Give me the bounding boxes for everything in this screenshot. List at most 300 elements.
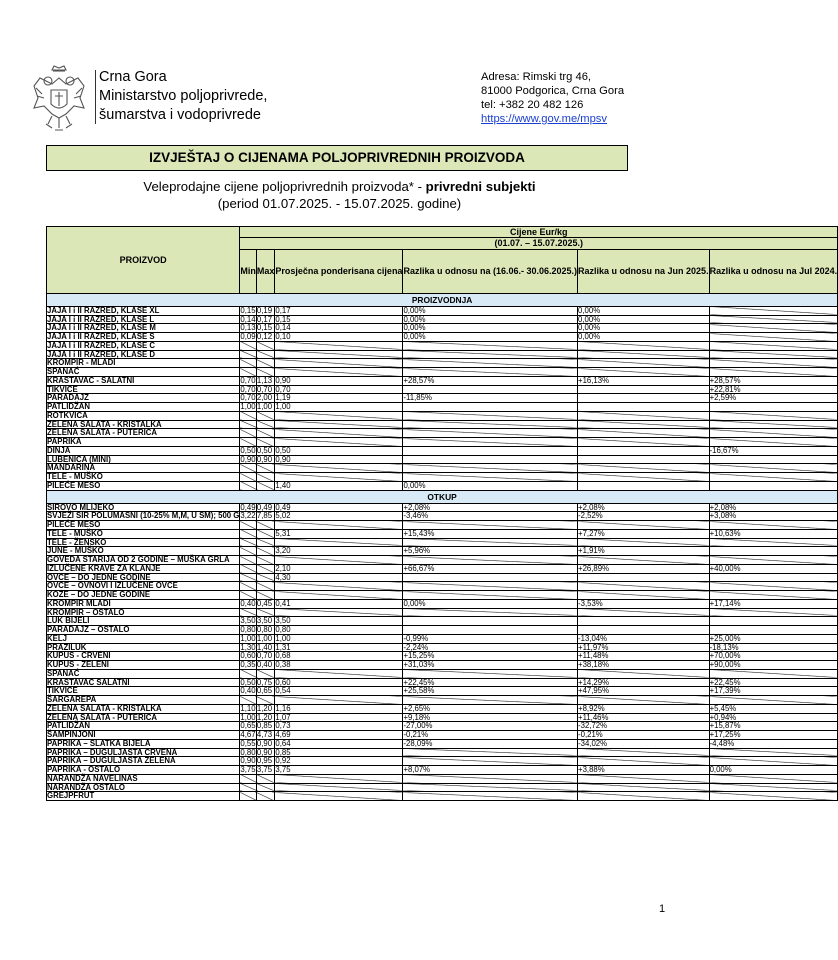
cell-diff-prev: +15,43% <box>403 529 578 538</box>
cell-max: 7,85 <box>256 512 275 521</box>
empty-cell <box>578 359 710 368</box>
cell-min: 0,65 <box>240 721 256 731</box>
cell-diff-jul: +25,00% <box>709 634 838 643</box>
empty-cell <box>256 411 275 420</box>
empty-cell <box>578 521 710 530</box>
cell-min: 1,10 <box>240 703 256 713</box>
empty-cell <box>709 556 838 565</box>
empty-cell <box>709 341 838 350</box>
cell-diff-prev: -0,99% <box>403 634 578 643</box>
empty-cell <box>240 481 257 490</box>
empty-cell <box>240 783 257 792</box>
empty-cell <box>275 368 403 377</box>
empty-cell <box>578 341 710 350</box>
montenegro-coat-of-arms-icon <box>28 64 90 136</box>
empty-cell <box>256 473 275 482</box>
empty-cell <box>240 547 257 556</box>
empty-cell <box>709 774 838 783</box>
table-row <box>47 359 838 368</box>
empty-cell <box>240 538 257 547</box>
contact-block <box>481 70 624 126</box>
cell-max: 3,75 <box>256 766 275 775</box>
product-name: PRAZILUK <box>47 643 240 652</box>
empty-cell <box>275 792 403 801</box>
product-name: ZELENA SALATA - KRISTALKA <box>47 704 240 713</box>
product-name: OVCE – DO JEDNE GODINE <box>47 573 240 582</box>
cell-max: 0,70 <box>256 385 275 394</box>
product-name: SPANAĆ <box>47 669 240 678</box>
table-row <box>47 420 838 429</box>
empty-cell <box>403 792 578 801</box>
cell-diff-jun <box>578 394 710 403</box>
empty-cell <box>709 368 838 377</box>
cell-diff-jul: +17,25% <box>709 731 838 740</box>
product-name: ZELENA SALATA - PUTERICA <box>47 713 240 722</box>
empty-cell <box>403 556 578 565</box>
cell-avg: 3,50 <box>275 617 403 626</box>
empty-cell <box>256 438 275 447</box>
empty-cell <box>240 350 257 359</box>
cell-diff-jul <box>709 403 838 412</box>
cell-diff-jul: -16,67% <box>709 446 838 455</box>
section-label: OTKUP <box>47 490 838 503</box>
cell-avg: 5,02 <box>275 512 403 521</box>
cell-max: 1,13 <box>256 376 275 385</box>
section-header <box>47 490 838 503</box>
cell-min: 0,35 <box>240 660 256 670</box>
product-name: PATLIDŽAN <box>47 722 240 731</box>
cell-diff-jul: +90,00% <box>709 661 838 670</box>
empty-cell <box>256 368 275 377</box>
product-name: TELE - MUŠKO <box>47 473 240 482</box>
cell-diff-prev: 0,00% <box>403 333 578 342</box>
cell-diff-jul: +28,57% <box>709 376 838 385</box>
product-name: JAJA I i II RAZRED, KLASE S <box>47 333 240 342</box>
empty-cell <box>403 783 578 792</box>
empty-cell <box>275 411 403 420</box>
empty-cell <box>403 420 578 429</box>
product-name: NARANDŽA NAVELINAS <box>47 774 240 783</box>
cell-diff-jul: +22,45% <box>709 678 838 687</box>
empty-cell <box>578 669 710 678</box>
cell-min: 0,50 <box>240 677 256 687</box>
empty-cell <box>240 556 257 565</box>
empty-cell <box>275 521 403 530</box>
empty-cell <box>709 324 838 333</box>
empty-cell <box>240 591 257 600</box>
product-name: PARADAJZ <box>47 394 240 403</box>
empty-cell <box>403 582 578 591</box>
section-header <box>47 293 838 306</box>
empty-cell <box>709 411 838 420</box>
cell-avg: 0,85 <box>275 748 403 757</box>
cell-min: 1,30 <box>240 642 256 652</box>
cell-max: 0,40 <box>256 661 275 670</box>
empty-cell <box>709 333 838 342</box>
empty-cell <box>240 696 257 705</box>
table-row <box>47 350 838 359</box>
empty-cell <box>709 429 838 438</box>
cell-diff-prev <box>403 403 578 412</box>
cell-diff-jun: +14,29% <box>578 678 710 687</box>
cell-diff-prev: +8,07% <box>403 766 578 775</box>
product-name: KRASTAVAC - SALATNI <box>47 376 240 385</box>
cell-diff-jul <box>709 573 838 582</box>
col-header-diff-jun: Razlika u odnosu na Jun 2025. <box>578 249 710 293</box>
empty-cell <box>275 359 403 368</box>
cell-diff-jun: +2,08% <box>578 503 710 512</box>
product-name: ŠARGAREPA <box>47 696 240 705</box>
cell-max: 2,00 <box>256 394 275 403</box>
cell-min: 0,40 <box>240 686 256 696</box>
table-row <box>47 783 838 792</box>
price-table <box>46 226 838 801</box>
cell-avg: 5,31 <box>275 529 403 538</box>
cell-diff-prev: 0,00% <box>403 324 578 333</box>
empty-cell <box>275 591 403 600</box>
cell-diff-prev: +25,58% <box>403 687 578 696</box>
cell-diff-jul: +17,39% <box>709 687 838 696</box>
cell-diff-jun <box>578 446 710 455</box>
product-name: MANDARINA <box>47 464 240 473</box>
cell-diff-jul <box>709 455 838 464</box>
cell-max: 0,19 <box>256 306 275 315</box>
cell-diff-prev: +2,65% <box>403 704 578 713</box>
cell-avg: 0,64 <box>275 739 403 748</box>
table-row <box>47 696 838 705</box>
cell-avg: 3,20 <box>275 547 403 556</box>
cell-diff-jul: +22,81% <box>709 385 838 394</box>
table-row <box>47 792 838 801</box>
empty-cell <box>275 473 403 482</box>
table-row <box>47 564 838 573</box>
product-name: GOVEDA STARIJA OD 2 GODINE – MUŠKA GRLA <box>47 556 240 565</box>
empty-cell <box>578 608 710 617</box>
cell-avg: 0,50 <box>275 446 403 455</box>
product-name: JAJA I i II RAZRED, KLASE C <box>47 341 240 350</box>
cell-avg: 3,75 <box>275 766 403 775</box>
cell-diff-jun: -13,04% <box>578 634 710 643</box>
empty-cell <box>403 748 578 757</box>
table-row <box>47 446 838 455</box>
cell-max: 3,50 <box>256 617 275 626</box>
empty-cell <box>709 315 838 324</box>
empty-cell <box>240 411 257 420</box>
empty-cell <box>275 350 403 359</box>
cell-avg: 0,68 <box>275 652 403 661</box>
cell-diff-jul: +2,59% <box>709 394 838 403</box>
cell-diff-jul: +10,63% <box>709 529 838 538</box>
product-name: PAPRIKA – DUGULJASTA CRVENA <box>47 748 240 757</box>
empty-cell <box>256 556 275 565</box>
col-header-max: Max <box>256 249 275 293</box>
empty-cell <box>578 438 710 447</box>
report-subtitle <box>0 179 679 194</box>
table-row <box>47 731 838 740</box>
empty-cell <box>275 669 403 678</box>
empty-cell <box>578 420 710 429</box>
cell-avg: 0,90 <box>275 455 403 464</box>
cell-diff-jul: +3,08% <box>709 512 838 521</box>
empty-cell <box>403 591 578 600</box>
product-name: JAJA I i II RAZRED, KLASE L <box>47 315 240 324</box>
empty-cell <box>240 368 257 377</box>
header-divider <box>95 70 96 124</box>
cell-min: 0,70 <box>240 393 256 403</box>
col-header-avg: Prosječna ponderisana cijena <box>275 249 403 293</box>
empty-cell <box>275 464 403 473</box>
table-row <box>47 529 838 538</box>
cell-avg: 2,10 <box>275 564 403 573</box>
cell-diff-jul: +17,14% <box>709 599 838 608</box>
table-row <box>47 739 838 748</box>
empty-cell <box>578 582 710 591</box>
table-row <box>47 324 838 333</box>
cell-diff-jul: +5,45% <box>709 704 838 713</box>
col-header-prices-period: (01.07. – 15.07.2025.) <box>240 238 838 249</box>
product-name: PAPRIKA – DUGULJASTA ZELENA <box>47 757 240 766</box>
product-name: LUK BIJELI <box>47 617 240 626</box>
cell-diff-prev: +31,03% <box>403 661 578 670</box>
empty-cell <box>240 792 257 801</box>
product-name: DINJA <box>47 446 240 455</box>
cell-max: 1,20 <box>256 704 275 713</box>
cell-diff-jul: 0,00% <box>709 766 838 775</box>
table-row <box>47 704 838 713</box>
empty-cell <box>403 438 578 447</box>
cell-min: 0,49 <box>240 502 256 512</box>
cell-max: 0,90 <box>256 748 275 757</box>
cell-diff-jul <box>709 547 838 556</box>
cell-max: 4,73 <box>256 731 275 740</box>
cell-min: 0,14 <box>240 314 256 324</box>
empty-cell <box>709 350 838 359</box>
product-name: KELJ <box>47 634 240 643</box>
cell-avg: 0,90 <box>275 376 403 385</box>
col-header-diff-prev: Razlika u odnosu na (16.06.- 30.06.2025.) <box>403 249 578 293</box>
empty-cell <box>403 608 578 617</box>
product-name: LUBENICA (MINI) <box>47 455 240 464</box>
cell-diff-jul: +40,00% <box>709 564 838 573</box>
col-header-prices: Cijene Eur/kg <box>240 227 838 238</box>
empty-cell <box>275 608 403 617</box>
product-name: TIKVICE <box>47 687 240 696</box>
cell-min: 0,09 <box>240 332 256 342</box>
empty-cell <box>240 521 257 530</box>
table-row <box>47 669 838 678</box>
cell-diff-prev: +66,67% <box>403 564 578 573</box>
product-name: JUNE - MUŠKO <box>47 547 240 556</box>
table-row <box>47 591 838 600</box>
empty-cell <box>256 582 275 591</box>
empty-cell <box>403 429 578 438</box>
empty-cell <box>240 582 257 591</box>
empty-cell <box>256 521 275 530</box>
cell-min: 0,50 <box>240 445 256 455</box>
website-link[interactable]: https://www.gov.me/mpsv <box>481 113 607 125</box>
cell-diff-jun <box>578 573 710 582</box>
cell-min: 0,55 <box>240 738 256 748</box>
cell-min: 3,75 <box>240 765 256 775</box>
empty-cell <box>275 429 403 438</box>
cell-avg: 1,19 <box>275 394 403 403</box>
cell-diff-prev: +2,08% <box>403 503 578 512</box>
table-row <box>47 766 838 775</box>
cell-diff-prev <box>403 617 578 626</box>
cell-diff-jun: -34,02% <box>578 739 710 748</box>
product-name: NARANDŽA OSTALO <box>47 783 240 792</box>
price-table-body <box>47 293 838 800</box>
cell-max: 1,40 <box>256 643 275 652</box>
ministry-name-block <box>99 68 267 125</box>
subtitle-emphasis: privredni subjekti <box>425 179 536 194</box>
cell-diff-prev: -0,21% <box>403 731 578 740</box>
cell-min: 3,50 <box>240 616 256 626</box>
table-row <box>47 394 838 403</box>
empty-cell <box>240 473 257 482</box>
cell-max: 0,70 <box>256 652 275 661</box>
product-name: SIROVO MLIJEKO <box>47 503 240 512</box>
col-header-min: Min <box>240 249 257 293</box>
empty-cell <box>256 481 275 490</box>
cell-diff-jun: -0,21% <box>578 731 710 740</box>
product-name: KROMPIR – OSTALO <box>47 608 240 617</box>
table-row <box>47 556 838 565</box>
col-header-product: PROIZVOD <box>47 227 240 294</box>
product-name: PATLIDŽAN <box>47 403 240 412</box>
empty-cell <box>578 792 710 801</box>
cell-diff-jul: +15,87% <box>709 722 838 731</box>
empty-cell <box>709 473 838 482</box>
empty-cell <box>709 669 838 678</box>
cell-diff-prev: +15,25% <box>403 652 578 661</box>
cell-diff-prev <box>403 446 578 455</box>
empty-cell <box>256 547 275 556</box>
product-name: IZLUČENE KRAVE ZA KLANJE <box>47 564 240 573</box>
cell-diff-jul: +2,08% <box>709 503 838 512</box>
empty-cell <box>578 411 710 420</box>
cell-avg: 4,69 <box>275 731 403 740</box>
cell-diff-jun <box>578 455 710 464</box>
cell-diff-prev: -27,00% <box>403 722 578 731</box>
cell-diff-jun: +11,97% <box>578 643 710 652</box>
empty-cell <box>256 420 275 429</box>
cell-max: 0,80 <box>256 626 275 635</box>
product-name: GREJPFRUT <box>47 792 240 801</box>
table-row <box>47 774 838 783</box>
report-title: IZVJEŠTAJ O CIJENAMA POLJOPRIVREDNIH PROIZVODA <box>46 145 628 171</box>
cell-diff-jun <box>578 403 710 412</box>
product-name: PAPRIKA - OSTALO <box>47 766 240 775</box>
cell-avg: 0,73 <box>275 722 403 731</box>
table-row <box>47 429 838 438</box>
cell-max: 0,90 <box>256 455 275 464</box>
cell-avg: 1,00 <box>275 403 403 412</box>
product-name: JAJA I i II RAZRED, KLASE XL <box>47 306 240 315</box>
table-row <box>47 626 838 635</box>
empty-cell <box>403 341 578 350</box>
cell-min: 0,15 <box>240 305 256 315</box>
cell-diff-prev: 0,00% <box>403 315 578 324</box>
org-country: Crna Gora <box>99 69 167 85</box>
cell-min: 0,80 <box>240 625 256 635</box>
table-row <box>47 333 838 342</box>
empty-cell <box>709 696 838 705</box>
cell-diff-jun: +47,95% <box>578 687 710 696</box>
product-name: KRASTAVAC SALATNI <box>47 678 240 687</box>
product-name: SPANAĆ <box>47 368 240 377</box>
cell-diff-jun: +11,46% <box>578 713 710 722</box>
empty-cell <box>709 783 838 792</box>
table-row <box>47 608 838 617</box>
empty-cell <box>403 696 578 705</box>
empty-cell <box>275 420 403 429</box>
product-name: ZELENA SALATA - KRISTALKA <box>47 420 240 429</box>
table-row <box>47 521 838 530</box>
cell-diff-prev: 0,00% <box>403 481 578 490</box>
empty-cell <box>403 350 578 359</box>
cell-max: 0,12 <box>256 333 275 342</box>
cell-diff-jun: +38,18% <box>578 661 710 670</box>
product-name: KUPUS - CRVENI <box>47 652 240 661</box>
empty-cell <box>403 669 578 678</box>
address-line1: Adresa: Rimski trg 46, <box>481 71 592 83</box>
cell-diff-prev: -28,09% <box>403 739 578 748</box>
cell-min: 1,00 <box>240 633 256 643</box>
cell-diff-prev: -2,24% <box>403 643 578 652</box>
table-row <box>47 341 838 350</box>
empty-cell <box>709 521 838 530</box>
empty-cell <box>578 774 710 783</box>
empty-cell <box>709 748 838 757</box>
empty-cell <box>256 591 275 600</box>
empty-cell <box>578 591 710 600</box>
cell-diff-prev <box>403 455 578 464</box>
report-period: (period 01.07.2025. - 15.07.2025. godine) <box>217 196 462 211</box>
cell-diff-jun <box>578 481 710 490</box>
cell-max: 0,90 <box>256 739 275 748</box>
empty-cell <box>578 473 710 482</box>
cell-diff-jun <box>578 617 710 626</box>
cell-diff-prev <box>403 573 578 582</box>
cell-diff-prev: +28,57% <box>403 376 578 385</box>
cell-diff-jun: +26,89% <box>578 564 710 573</box>
empty-cell <box>578 783 710 792</box>
cell-min: 0,40 <box>240 598 256 608</box>
cell-diff-jun: +3,88% <box>578 766 710 775</box>
product-name: JAJA I i II RAZRED, KLASE D <box>47 350 240 359</box>
cell-min: 0,70 <box>240 375 256 385</box>
cell-min: 3,22 <box>240 511 256 521</box>
empty-cell <box>709 591 838 600</box>
empty-cell <box>709 608 838 617</box>
cell-min: 0,90 <box>240 756 256 766</box>
cell-min: 1,00 <box>240 402 256 412</box>
product-name: PILEĆE MESO <box>47 481 240 490</box>
cell-max: 0,75 <box>256 678 275 687</box>
empty-cell <box>240 341 257 350</box>
page-number: 1 <box>659 903 666 915</box>
cell-avg: 0,70 <box>275 385 403 394</box>
table-row <box>47 455 838 464</box>
empty-cell <box>240 529 257 538</box>
cell-max: 0,17 <box>256 315 275 324</box>
table-row <box>47 438 838 447</box>
table-row <box>47 512 838 521</box>
empty-cell <box>709 582 838 591</box>
table-row <box>47 306 838 315</box>
cell-min: 4,67 <box>240 730 256 740</box>
